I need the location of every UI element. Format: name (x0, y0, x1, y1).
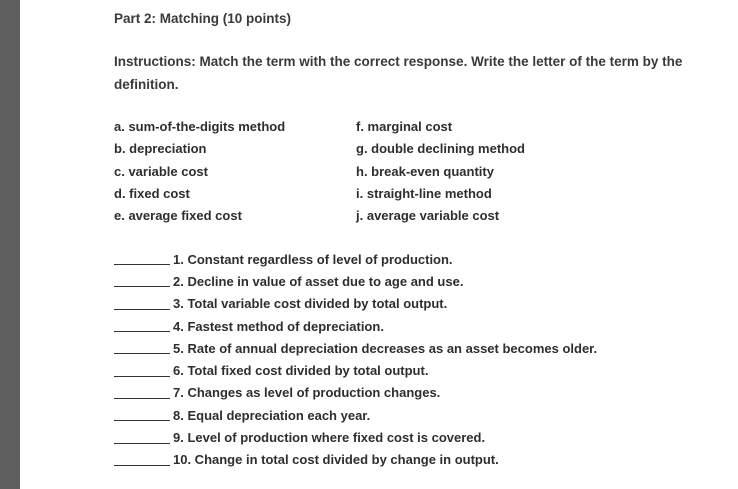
question-item (114, 426, 674, 448)
answer-blank[interactable] (114, 251, 170, 265)
answer-blank[interactable] (114, 452, 170, 466)
question-text: 6. Total fixed cost divided by total output. (173, 363, 429, 379)
question-item (114, 315, 674, 337)
question-text: 1. Constant regardless of level of production. (173, 251, 453, 267)
answer-blank[interactable] (114, 296, 170, 310)
question-text: 7. Changes as level of production changes. (173, 385, 441, 401)
term-g: g. double declining method (356, 141, 525, 157)
term-f: f. marginal cost (356, 119, 453, 134)
answer-blank[interactable] (114, 318, 170, 332)
instructions-text: Instructions: Match the term with the correct response. Write the letter of the term by the definition. (114, 54, 683, 92)
term-c: c. variable cost (114, 163, 208, 179)
document-page (20, 0, 738, 489)
question-text: 2. Decline in value of asset due to age and use. (173, 273, 464, 289)
term-d: d. fixed cost (114, 185, 190, 201)
question-item (114, 382, 674, 404)
question-item (114, 404, 674, 426)
question-text: 8. Equal depreciation each year. (173, 407, 371, 423)
question-item (114, 270, 674, 292)
answer-blank[interactable] (114, 363, 170, 377)
answer-blank[interactable] (114, 430, 170, 444)
term-j: j. average variable cost (356, 208, 500, 224)
question-item (114, 248, 674, 270)
answer-blank[interactable] (114, 407, 170, 421)
term-h: h. break-even quantity (356, 163, 494, 179)
question-text: 4. Fastest method of depreciation. (173, 318, 384, 334)
answer-blank[interactable] (114, 273, 170, 287)
answer-blank[interactable] (114, 385, 170, 399)
question-text: 9. Level of production where fixed cost is covered. (173, 430, 486, 446)
section-title: Part 2: Matching (10 points) (114, 11, 292, 26)
left-margin-strip (0, 0, 20, 489)
term-b: b. depreciation (114, 141, 207, 157)
question-item (114, 359, 674, 381)
question-text: 3. Total variable cost divided by total output. (173, 296, 448, 312)
question-item (114, 449, 674, 471)
term-a: a. sum-of-the-digits method (114, 119, 286, 134)
question-text: 10. Change in total cost divided by change in output. (173, 452, 499, 468)
terms-column-right (356, 116, 525, 227)
term-e: e. average fixed cost (114, 208, 242, 224)
question-text: 5. Rate of annual depreciation decreases as an asset becomes older. (173, 340, 598, 356)
terms-column-left (114, 116, 285, 227)
answer-blank[interactable] (114, 340, 170, 354)
question-item (114, 293, 674, 315)
questions-list (114, 248, 674, 471)
term-i: i. straight-line method (356, 185, 492, 201)
question-item (114, 337, 674, 359)
